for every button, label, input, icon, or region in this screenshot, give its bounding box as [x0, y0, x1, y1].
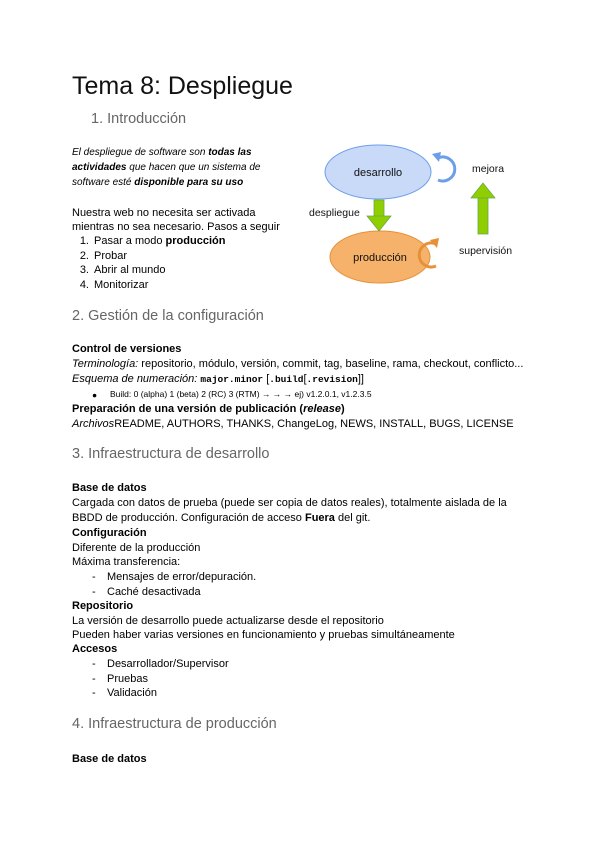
produccion-label: producción: [353, 252, 407, 264]
step-number: 4.: [79, 278, 89, 291]
page-title: Tema 8: Despliegue: [72, 72, 293, 100]
blue-cycle-arrowhead-icon: [432, 152, 441, 162]
archivos-line: [72, 417, 514, 432]
desarrollo-label: desarrollo: [353, 167, 403, 179]
step-item: [72, 263, 225, 278]
accesos-list: [72, 657, 229, 701]
intro-line-3: [72, 176, 243, 191]
repositorio-title: Repositorio: [72, 600, 134, 612]
archivos-text: README, AUTHORS, THANKS, ChangeLog, NEWS, INSTALL, BUGS, LICENSE: [114, 418, 514, 430]
preparacion-release: release: [303, 403, 341, 415]
bd-bold: Fuera: [304, 512, 335, 524]
esquema-bracket: [: [266, 373, 270, 385]
configuracion-title: Configuración: [72, 527, 147, 539]
web-line-1: Nuestra web no necesita ser activada: [72, 207, 256, 219]
despliegue-arrow-shaft: [374, 200, 384, 218]
deployment-diagram: [300, 136, 540, 296]
despliegue-label: despliegue: [309, 207, 360, 219]
section-1-heading: 1. Introducción: [91, 111, 187, 127]
bd-line-1: Cargada con datos de prueba (puede ser copia de datos reales), totalmente aislada de la: [72, 497, 507, 509]
section-4-heading: 4. Infraestructura de producción: [72, 716, 277, 732]
esquema-label: Esquema de numeración:: [72, 373, 198, 385]
list-item: - Validación: [72, 686, 229, 701]
step-item: [72, 234, 225, 249]
configuracion-line-1: Diferente de la producción: [72, 542, 201, 554]
intro-text: que hacen que un sistema de: [126, 162, 261, 173]
step-number: 1.: [79, 235, 89, 247]
bd-text: BBDD de producción. Configuración de acceso: [72, 512, 305, 524]
blue-cycle-icon: [438, 157, 455, 181]
intro-bold: todas las: [208, 147, 252, 158]
section-3-heading: 3. Infraestructura de desarrollo: [72, 446, 270, 462]
preparacion-text: ): [341, 403, 345, 415]
bd-title: Base de datos: [72, 482, 147, 494]
intro-text: software esté: [72, 177, 135, 188]
terminologia-text: repositorio, módulo, versión, commit, tag, baseline, rama, checkout, conflicto...: [138, 358, 524, 370]
terminologia-line: [72, 357, 523, 372]
control-versiones-title: Control de versiones: [72, 343, 182, 355]
step-number: 3.: [79, 264, 89, 277]
build-line: Build: 0 (alpha) 1 (beta) 2 (RC) 3 (RTM) → → → ej) v1.2.0.1, v1.2.3.5: [110, 389, 372, 399]
accesos-title: Accesos: [72, 643, 118, 655]
step-number: 2.: [79, 249, 89, 262]
esquema-bracket: [: [303, 373, 307, 385]
intro-bold: disponible para su uso: [134, 177, 244, 188]
step-text: Probar: [94, 249, 128, 262]
preparacion-text: Preparación de una versión de publicación (: [72, 403, 304, 415]
preparacion-title: [72, 402, 345, 417]
configuracion-list: [72, 570, 256, 599]
steps-list: [72, 234, 225, 292]
esquema-line: [72, 372, 364, 388]
step-text: Monitorizar: [94, 278, 149, 291]
intro-text: El despliegue de software son: [72, 147, 209, 158]
web-line-2: mientras no sea necesario. Pasos a seguir: [72, 221, 280, 233]
section-2-heading: 2. Gestión de la configuración: [72, 308, 264, 324]
repositorio-line-2: Pueden haber varias versiones en funcionamiento y pruebas simultáneamente: [72, 629, 455, 641]
build-bullet-icon: ●: [92, 390, 98, 400]
despliegue-arrow-icon: [367, 216, 391, 231]
mejora-label: mejora: [472, 163, 505, 175]
step-text: Abrir al mundo: [94, 264, 166, 277]
list-item: - Mensajes de error/depuración.: [72, 570, 256, 585]
esquema-code: .revision: [306, 374, 358, 385]
terminologia-label: Terminología:: [72, 358, 139, 370]
esquema-bracket: ]]: [357, 373, 364, 385]
list-item: - Desarrollador/Supervisor: [72, 657, 229, 672]
bd-text: del git.: [334, 512, 371, 524]
repositorio-line-1: La versión de desarrollo puede actualizarse desde el repositorio: [72, 615, 384, 627]
bd-produccion-title: Base de datos: [72, 753, 147, 765]
archivos-label: Archivos: [72, 418, 115, 430]
intro-line-1: [72, 146, 252, 161]
list-item: - Caché desactivada: [72, 585, 256, 600]
configuracion-line-2: Máxima transferencia:: [72, 556, 181, 568]
step-item: [72, 278, 225, 293]
step-bold: producción: [165, 235, 226, 247]
esquema-code: .build: [269, 374, 304, 385]
step-text: Pasar a modo: [94, 235, 166, 247]
mejora-arrow-shaft: [478, 196, 488, 234]
list-item: - Pruebas: [72, 672, 229, 687]
intro-line-2: [72, 161, 260, 176]
bd-line-2: [72, 511, 370, 526]
supervision-label: supervisión: [459, 245, 513, 257]
step-item: [72, 249, 225, 264]
esquema-code: major.minor: [200, 374, 264, 385]
intro-bold: actividades: [72, 162, 127, 173]
mejora-arrow-icon: [471, 183, 495, 198]
